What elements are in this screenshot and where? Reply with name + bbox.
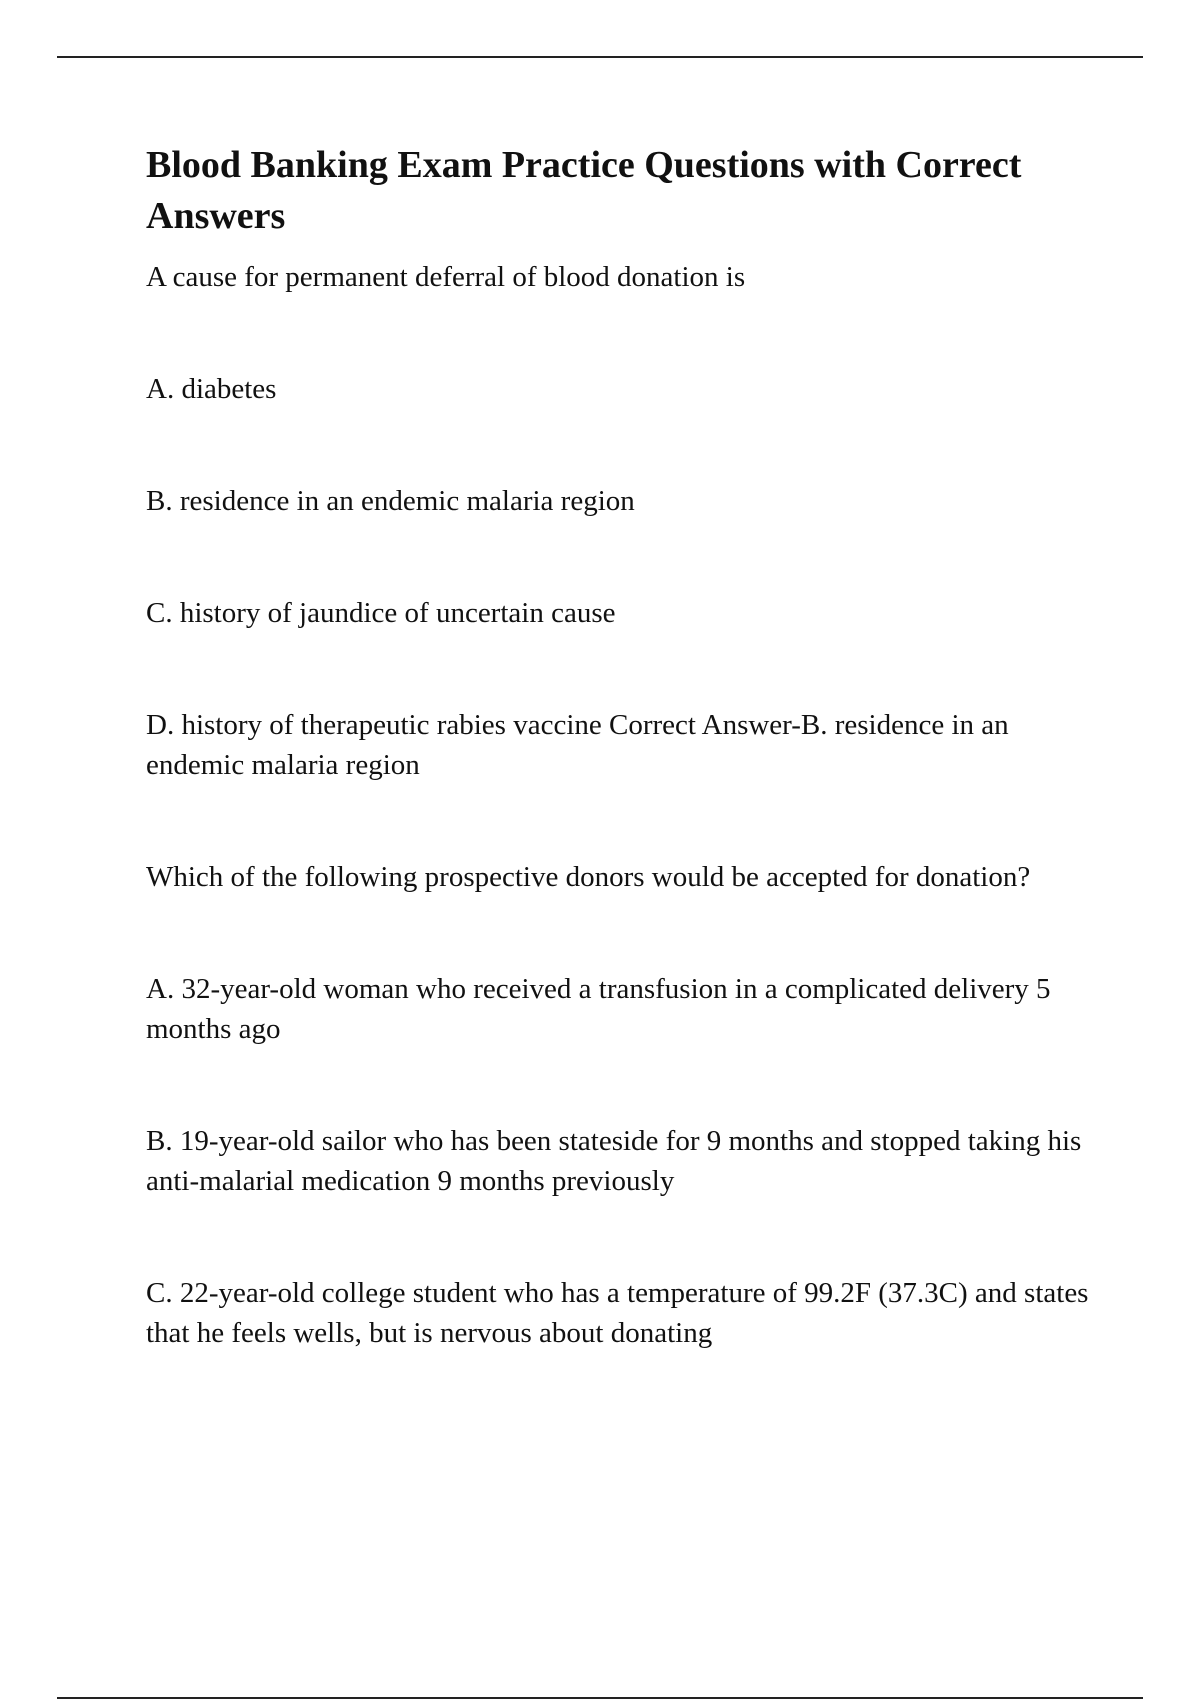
document-title: Blood Banking Exam Practice Questions with Correct Answers [146, 144, 1022, 237]
question-2-option-b: B. 19-year-old sailor who has been stateside for 9 months and stopped taking his anti-malarial medication 9 months previously [146, 1125, 1082, 1197]
question-2-option-c: C. 22-year-old college student who has a temperature of 99.2F (37.3C) and states that he feels wells, but is nervous about donating [146, 1277, 1089, 1349]
question-2-option-a: A. 32-year-old woman who received a transfusion in a complicated delivery 5 months ago [146, 973, 1051, 1045]
question-1-text: A cause for permanent deferral of blood donation is [146, 261, 746, 293]
question-1-option-c: C. history of jaundice of uncertain cause [146, 597, 616, 629]
document-body [146, 140, 1096, 1353]
question-2 [146, 857, 1096, 1353]
question-1-option-a: A. diabetes [146, 373, 277, 405]
question-1-option-d [146, 705, 1096, 785]
question-2-text: Which of the following prospective donors would be accepted for donation? [146, 861, 1031, 893]
question-1 [146, 257, 1096, 785]
question-1-correct-answer: Correct Answer-B. residence in an endemic malaria region [146, 709, 1009, 781]
top-divider [57, 56, 1143, 58]
question-1-option-b: B. residence in an endemic malaria region [146, 485, 635, 517]
bottom-divider [57, 1697, 1143, 1699]
question-1-option-d-text: D. history of therapeutic rabies vaccine [146, 709, 602, 741]
